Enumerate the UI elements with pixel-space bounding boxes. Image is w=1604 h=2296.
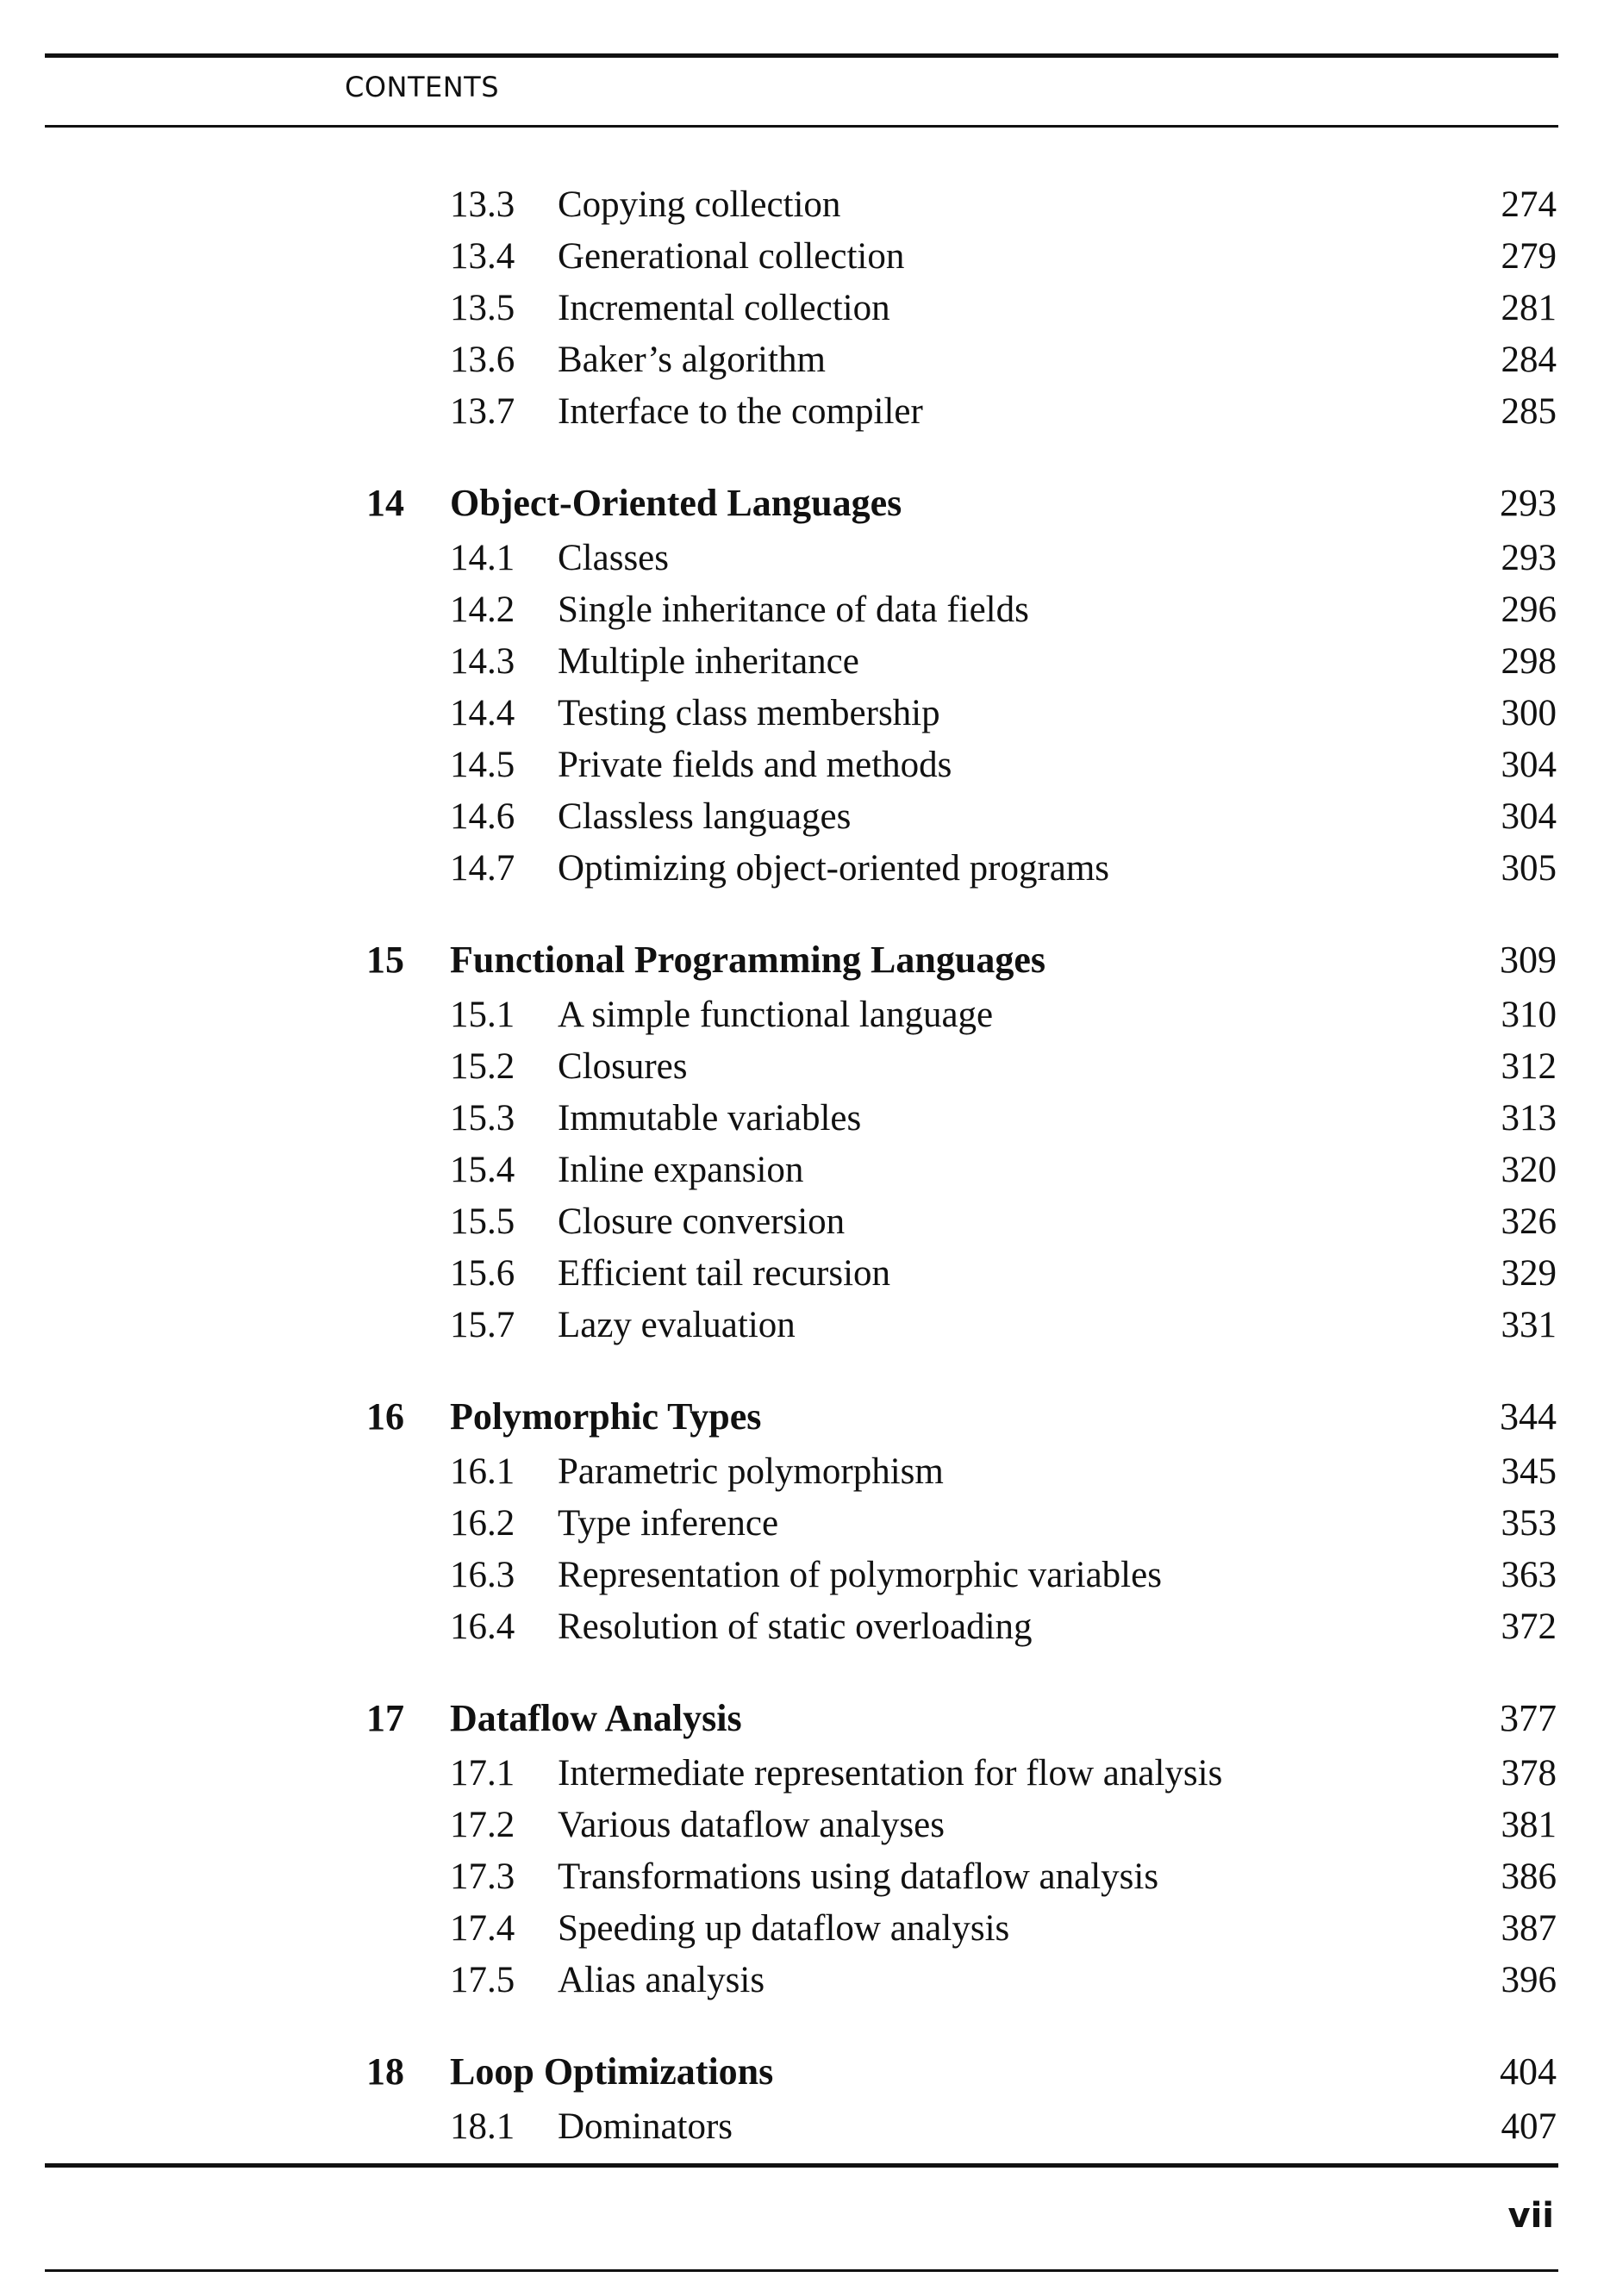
section-title: Classes bbox=[558, 538, 669, 578]
chapter-block bbox=[0, 934, 1604, 1351]
section-number: 13.4 bbox=[450, 236, 515, 277]
section-number: 14.7 bbox=[450, 848, 515, 889]
chapter-block bbox=[0, 477, 1604, 895]
footer-rule-bottom bbox=[45, 2269, 1558, 2272]
chapter-title: Functional Programming Languages bbox=[450, 939, 1046, 981]
page-number-entry: 296 bbox=[1501, 590, 1557, 630]
chapter-number: 15 bbox=[366, 939, 404, 981]
toc-entry bbox=[0, 1955, 1604, 2006]
chapter-title: Object-Oriented Languages bbox=[450, 482, 902, 524]
page-number-entry: 345 bbox=[1501, 1451, 1557, 1492]
page-number-entry: 284 bbox=[1501, 340, 1557, 380]
page-number-entry: 281 bbox=[1501, 288, 1557, 328]
section-number: 17.2 bbox=[450, 1805, 515, 1845]
page-number-entry: 407 bbox=[1501, 2106, 1557, 2147]
section-title: Incremental collection bbox=[558, 288, 890, 328]
toc-entry bbox=[0, 2101, 1604, 2153]
toc-entry bbox=[0, 1145, 1604, 1196]
toc-entry bbox=[0, 1601, 1604, 1653]
section-title: Optimizing object-oriented programs bbox=[558, 848, 1110, 889]
page-number-entry: 378 bbox=[1501, 1753, 1557, 1794]
page-number-entry: 326 bbox=[1501, 1201, 1557, 1242]
chapter-heading bbox=[0, 2046, 1604, 2101]
page-number-entry: 372 bbox=[1501, 1607, 1557, 1647]
toc-entry bbox=[0, 386, 1604, 438]
toc-entry bbox=[0, 1748, 1604, 1800]
section-number: 15.1 bbox=[450, 995, 515, 1035]
toc-entry bbox=[0, 1196, 1604, 1248]
section-number: 14.6 bbox=[450, 796, 515, 837]
section-number: 16.2 bbox=[450, 1503, 515, 1544]
page-number-entry: 387 bbox=[1501, 1908, 1557, 1949]
section-title: Closure conversion bbox=[558, 1201, 846, 1242]
page-number-entry: 381 bbox=[1501, 1805, 1557, 1845]
toc-entry bbox=[0, 1498, 1604, 1550]
section-number: 15.3 bbox=[450, 1098, 515, 1139]
page-number-entry: 310 bbox=[1501, 995, 1557, 1035]
toc-entry bbox=[0, 283, 1604, 334]
toc-entry bbox=[0, 989, 1604, 1041]
section-number: 15.5 bbox=[450, 1201, 515, 1242]
section-title: Efficient tail recursion bbox=[558, 1253, 891, 1294]
section-title: Copying collection bbox=[558, 184, 841, 225]
section-number: 16.4 bbox=[450, 1607, 515, 1647]
chapter-heading bbox=[0, 1693, 1604, 1748]
section-title: Immutable variables bbox=[558, 1098, 862, 1139]
header-rule-top bbox=[45, 53, 1558, 58]
toc-entry bbox=[0, 791, 1604, 843]
header-rule-bottom bbox=[45, 125, 1558, 128]
section-title: Resolution of static overloading bbox=[558, 1607, 1033, 1647]
toc-entry bbox=[0, 1300, 1604, 1351]
running-head: CONTENTS bbox=[345, 71, 500, 103]
section-number: 14.2 bbox=[450, 590, 515, 630]
section-title: Baker’s algorithm bbox=[558, 340, 826, 380]
page-number-entry: 363 bbox=[1501, 1555, 1557, 1595]
section-title: Representation of polymorphic variables bbox=[558, 1555, 1162, 1595]
page-number-entry: 274 bbox=[1501, 184, 1557, 225]
toc-entry bbox=[0, 179, 1604, 231]
toc-entry bbox=[0, 584, 1604, 636]
page-number-entry: 377 bbox=[1500, 1697, 1557, 1739]
page-number-entry: 344 bbox=[1500, 1395, 1557, 1438]
section-title: Speeding up dataflow analysis bbox=[558, 1908, 1010, 1949]
section-number: 13.5 bbox=[450, 288, 515, 328]
toc-entry bbox=[0, 1041, 1604, 1093]
chapter-block bbox=[0, 1693, 1604, 2006]
section-title: Intermediate representation for flow analysis bbox=[558, 1753, 1223, 1794]
footer-rule-top bbox=[45, 2163, 1558, 2168]
section-number: 16.1 bbox=[450, 1451, 515, 1492]
section-title: Inline expansion bbox=[558, 1150, 804, 1190]
section-title: Interface to the compiler bbox=[558, 391, 923, 432]
toc-entry bbox=[0, 533, 1604, 584]
toc-entry bbox=[0, 334, 1604, 386]
section-number: 14.3 bbox=[450, 641, 515, 682]
toc-entry bbox=[0, 1800, 1604, 1851]
page-number-entry: 304 bbox=[1501, 745, 1557, 785]
section-number: 17.4 bbox=[450, 1908, 515, 1949]
toc-entry bbox=[0, 1248, 1604, 1300]
section-number: 17.1 bbox=[450, 1753, 515, 1794]
table-of-contents bbox=[0, 179, 1604, 2193]
page-number-entry: 396 bbox=[1501, 1960, 1557, 2000]
section-number: 14.1 bbox=[450, 538, 515, 578]
section-title: Dominators bbox=[558, 2106, 733, 2147]
section-number: 15.6 bbox=[450, 1253, 515, 1294]
page-number-entry: 386 bbox=[1501, 1856, 1557, 1897]
page-number-entry: 309 bbox=[1500, 939, 1557, 981]
chapter-number: 17 bbox=[366, 1697, 404, 1739]
toc-entry bbox=[0, 1903, 1604, 1955]
section-number: 13.7 bbox=[450, 391, 515, 432]
page-number-entry: 320 bbox=[1501, 1150, 1557, 1190]
section-title: Type inference bbox=[558, 1503, 779, 1544]
page-number: vii bbox=[1507, 2196, 1554, 2236]
section-number: 15.2 bbox=[450, 1046, 515, 1087]
page-number-entry: 293 bbox=[1500, 482, 1557, 524]
page-number-entry: 404 bbox=[1500, 2050, 1557, 2093]
chapter-heading bbox=[0, 934, 1604, 989]
section-title: Private fields and methods bbox=[558, 745, 952, 785]
page-number-entry: 304 bbox=[1501, 796, 1557, 837]
section-title: Various dataflow analyses bbox=[558, 1805, 945, 1845]
section-title: Parametric polymorphism bbox=[558, 1451, 944, 1492]
chapter-title: Loop Optimizations bbox=[450, 2050, 774, 2093]
page-number-entry: 285 bbox=[1501, 391, 1557, 432]
section-number: 17.5 bbox=[450, 1960, 515, 2000]
page-number-entry: 329 bbox=[1501, 1253, 1557, 1294]
toc-entry bbox=[0, 231, 1604, 283]
toc-entry bbox=[0, 843, 1604, 895]
section-number: 16.3 bbox=[450, 1555, 515, 1595]
section-title: Alias analysis bbox=[558, 1960, 765, 2000]
section-title: Transformations using dataflow analysis bbox=[558, 1856, 1159, 1897]
section-number: 13.3 bbox=[450, 184, 515, 225]
page-number-entry: 298 bbox=[1501, 641, 1557, 682]
section-title: Classless languages bbox=[558, 796, 852, 837]
section-title: Generational collection bbox=[558, 236, 905, 277]
page-number-entry: 331 bbox=[1501, 1305, 1557, 1345]
page-number-entry: 293 bbox=[1501, 538, 1557, 578]
section-number: 15.4 bbox=[450, 1150, 515, 1190]
toc-entry bbox=[0, 1093, 1604, 1145]
section-title: A simple functional language bbox=[558, 995, 994, 1035]
section-number: 14.5 bbox=[450, 745, 515, 785]
toc-entry bbox=[0, 688, 1604, 739]
chapter-block bbox=[0, 1391, 1604, 1653]
toc-entry bbox=[0, 1550, 1604, 1601]
page-number-entry: 312 bbox=[1501, 1046, 1557, 1087]
chapter-number: 18 bbox=[366, 2050, 404, 2093]
toc-entry bbox=[0, 739, 1604, 791]
page-number-entry: 313 bbox=[1501, 1098, 1557, 1139]
chapter-13-continued bbox=[0, 179, 1604, 438]
section-title: Lazy evaluation bbox=[558, 1305, 796, 1345]
chapter-number: 14 bbox=[366, 482, 404, 524]
section-number: 18.1 bbox=[450, 2106, 515, 2147]
section-title: Closures bbox=[558, 1046, 688, 1087]
section-number: 13.6 bbox=[450, 340, 515, 380]
chapter-heading bbox=[0, 477, 1604, 533]
chapter-title: Polymorphic Types bbox=[450, 1395, 762, 1438]
section-number: 17.3 bbox=[450, 1856, 515, 1897]
section-title: Multiple inheritance bbox=[558, 641, 859, 682]
chapter-block bbox=[0, 2046, 1604, 2153]
toc-entry bbox=[0, 1446, 1604, 1498]
page-number-entry: 353 bbox=[1501, 1503, 1557, 1544]
section-number: 15.7 bbox=[450, 1305, 515, 1345]
section-title: Testing class membership bbox=[558, 693, 940, 733]
section-number: 14.4 bbox=[450, 693, 515, 733]
toc-entry bbox=[0, 636, 1604, 688]
chapter-number: 16 bbox=[366, 1395, 404, 1438]
page-number-entry: 305 bbox=[1501, 848, 1557, 889]
section-title: Single inheritance of data fields bbox=[558, 590, 1029, 630]
toc-entry bbox=[0, 1851, 1604, 1903]
page-number-entry: 300 bbox=[1501, 693, 1557, 733]
chapter-heading bbox=[0, 1391, 1604, 1446]
chapter-title: Dataflow Analysis bbox=[450, 1697, 742, 1739]
page-number-entry: 279 bbox=[1501, 236, 1557, 277]
